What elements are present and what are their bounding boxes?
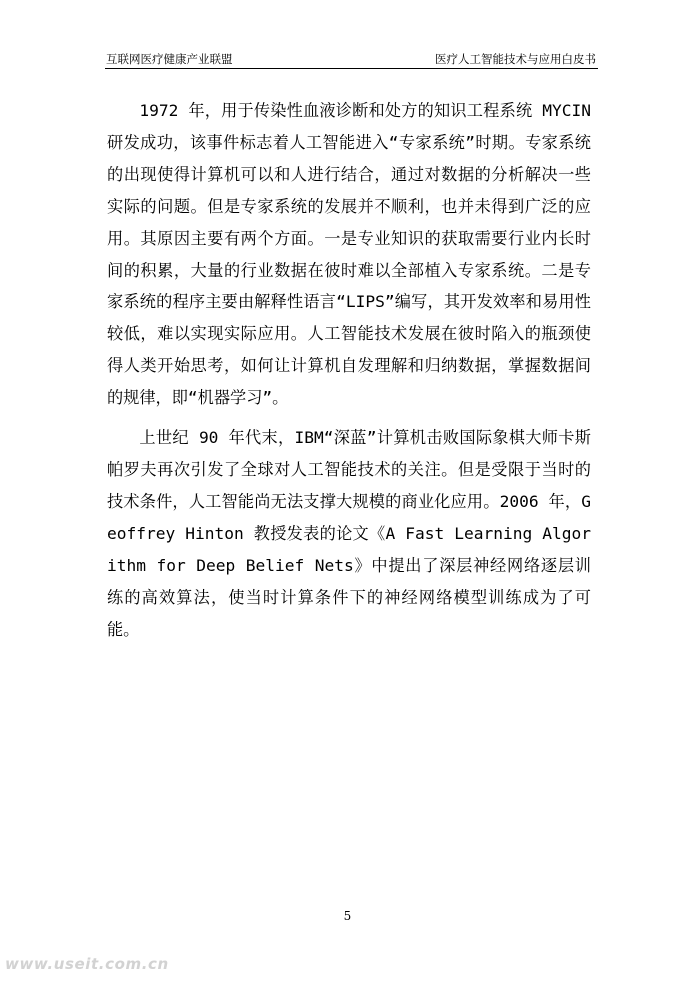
header-document-title: 医疗人工智能技术与应用白皮书 — [435, 52, 596, 66]
body-text — [107, 95, 591, 653]
header-organization: 互联网医疗健康产业联盟 — [106, 52, 233, 66]
paragraph-expert-systems: 1972 年，用于传染性血液诊断和处方的知识工程系统 MYCIN 研发成功，该事件标志着人工智能进入“专家系统”时期。专家系统的出现使得计算机可以和人进行结合，通过对数据的分析解决一些实际的问题。但是专家系统的发展并不顺利，也并未得到广泛的应用。其原因主要有两个方面。一是专业知识的获取需要行业内长时间的积累，大量的行业数据在彼时难以全部植入专家系统。二是专家系统的程序主要由解释性语言“LIPS”编写，其开发效率和易用性较低，难以实现实际应用。人工智能技术发展在彼时陷入的瓶颈使得人类开始思考，如何让计算机自发理解和归纳数据，掌握数据间的规律，即“机器学习”。 — [107, 101, 591, 408]
page-header — [105, 48, 598, 69]
watermark: www.useit.com.cn — [5, 955, 169, 973]
paragraph-deep-learning: 上世纪 90 年代末，IBM“深蓝”计算机击败国际象棋大师卡斯帕罗夫再次引发了全球对人工智能技术的关注。但是受限于当时的技术条件，人工智能尚无法支撑大规模的商业化应用。2006 年，Geoffrey Hinton 教授发表的论文《A Fast Learning Algorithm for Deep Belief Nets》中提出了深层神经网络逐层训练的高效算法，使当时计算条件下的神经网络模型训练成为了可能。 — [107, 428, 591, 639]
page-number: 5 — [343, 909, 352, 923]
